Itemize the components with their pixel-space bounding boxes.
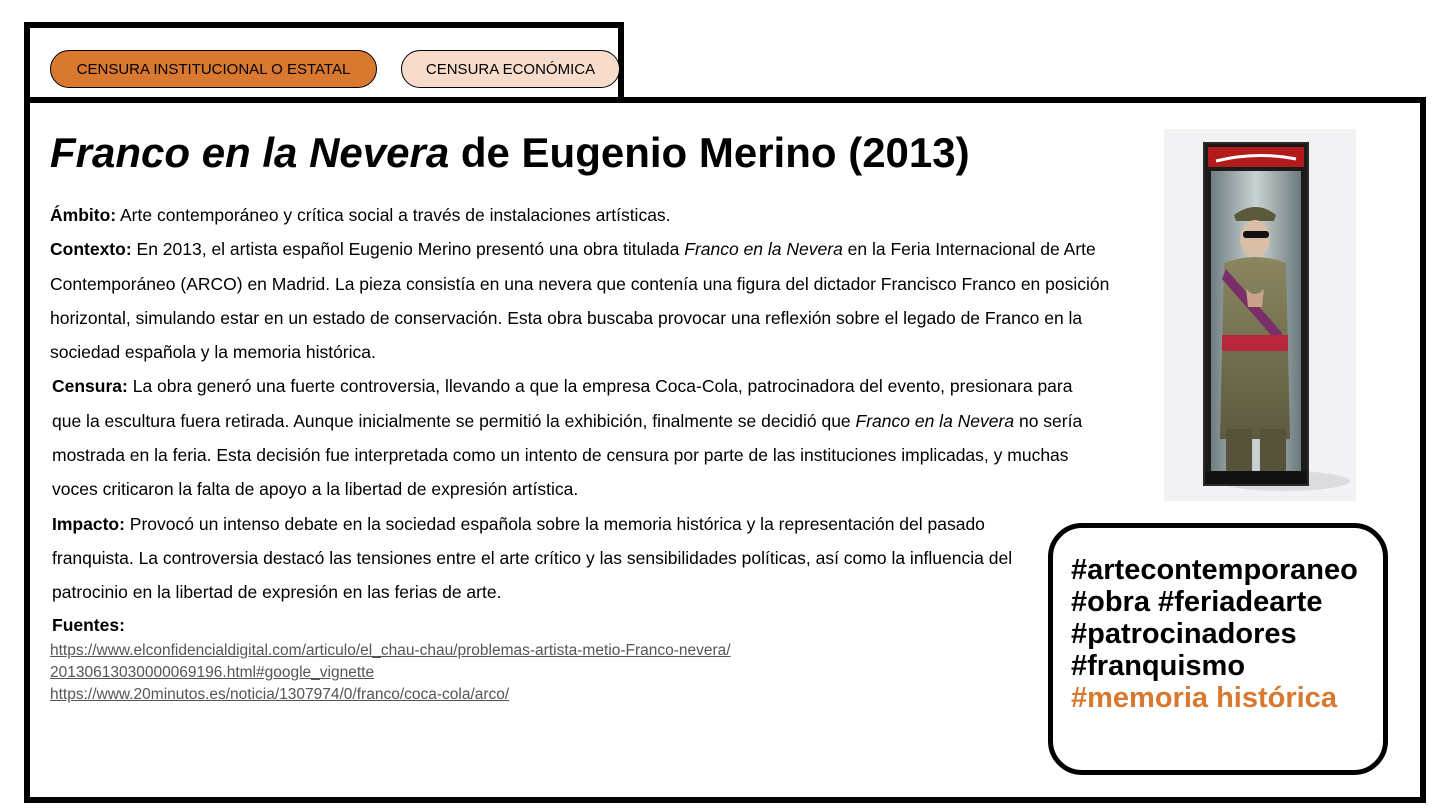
- page-title: [50, 127, 970, 179]
- source-link-1-line-2: 20130613030000069196.html#google_vignette: [50, 663, 375, 681]
- source-link-1-line-1: https://www.elconfidencialdigital.com/articulo/el_chau-chau/problemas-artista-metio-Franco-nevera/: [50, 641, 731, 659]
- source-link-20minutos[interactable]: https://www.20minutos.es/noticia/1307974/0/franco/coca-cola/arco/: [50, 685, 510, 703]
- impacto-text: Provocó un intenso debate en la sociedad española sobre la memoria histórica y la representación del pasado franquista. La controversia destacó las tensiones entre el arte crítico y las sensibilidades políticas, así como la influencia del patrocinio en la libertad de expresión en las ferias de arte.: [52, 513, 1013, 603]
- censura-label: Censura:: [52, 376, 128, 397]
- hashtags-box: [1048, 523, 1388, 775]
- tab-censura-institucional[interactable]: CENSURA INSTITUCIONAL O ESTATAL: [50, 50, 377, 88]
- ambito-label: Ámbito:: [50, 205, 117, 225]
- hashtag-line-1: #artecontemporaneo: [1071, 554, 1358, 586]
- contexto-label: Contexto:: [50, 239, 132, 260]
- impacto-label: Impacto:: [52, 513, 125, 534]
- fuentes-label: Fuentes:: [52, 614, 125, 635]
- contexto-text-2: en la Feria Internacional de Arte Contemporáneo (ARCO) en Madrid. La pieza consistía en una nevera que contenía una figura del dictador Francisco Franco en posición horizontal, simulando estar en un estado de conservación. Esta obra buscaba provocar una reflexión sobre el legado de Franco en la sociedad española y la memoria histórica.: [50, 239, 1110, 363]
- tab-bar: [24, 22, 624, 98]
- hashtag-line-4: #franquismo: [1071, 650, 1246, 682]
- censura-work: Franco en la Nevera: [855, 410, 1015, 431]
- fridge-figure-icon: [1164, 129, 1356, 501]
- hashtag-line-2: #obra #feriadearte: [1071, 586, 1323, 618]
- title-rest: de Eugenio Merino (2013): [449, 129, 970, 176]
- article-body: [50, 198, 1115, 706]
- tab-censura-economica[interactable]: CENSURA ECONÓMICA: [401, 50, 620, 88]
- contexto-work: Franco en la Nevera: [684, 239, 843, 260]
- title-work: Franco en la Nevera: [50, 129, 450, 176]
- hashtag-line-3: #patrocinadores: [1071, 618, 1297, 650]
- censura-text-2: no sería mostrada en la feria. Esta decisión fue interpretada como un intento de censura por parte de las instituciones implicadas, y muchas voces criticaron la falta de apoyo a la libertad de expresión artística.: [52, 410, 1083, 500]
- ambito-text: Arte contemporáneo y crítica social a través de instalaciones artísticas.: [116, 205, 671, 225]
- ambito-paragraph: [50, 198, 1115, 232]
- contexto-paragraph: [50, 232, 1115, 369]
- impacto-paragraph: [50, 507, 1027, 610]
- sources-list: [50, 640, 1115, 706]
- source-link-elconfidencialdigital[interactable]: [50, 640, 1115, 684]
- fridge-figure-photo: [1164, 129, 1356, 501]
- hashtag-line-5: #memoria histórica: [1071, 682, 1337, 714]
- contexto-text-1: En 2013, el artista español Eugenio Merino presentó una obra titulada: [131, 239, 685, 260]
- censura-paragraph: [50, 369, 1092, 506]
- content-card: [24, 97, 1426, 803]
- censura-text-1: La obra generó una fuerte controversia, llevando a que la empresa Coca-Cola, patrocinadora del evento, presionara para que la escultura fuera retirada. Aunque inicialmente se permitió la exhibición, finalmente se decidió que: [52, 376, 1073, 431]
